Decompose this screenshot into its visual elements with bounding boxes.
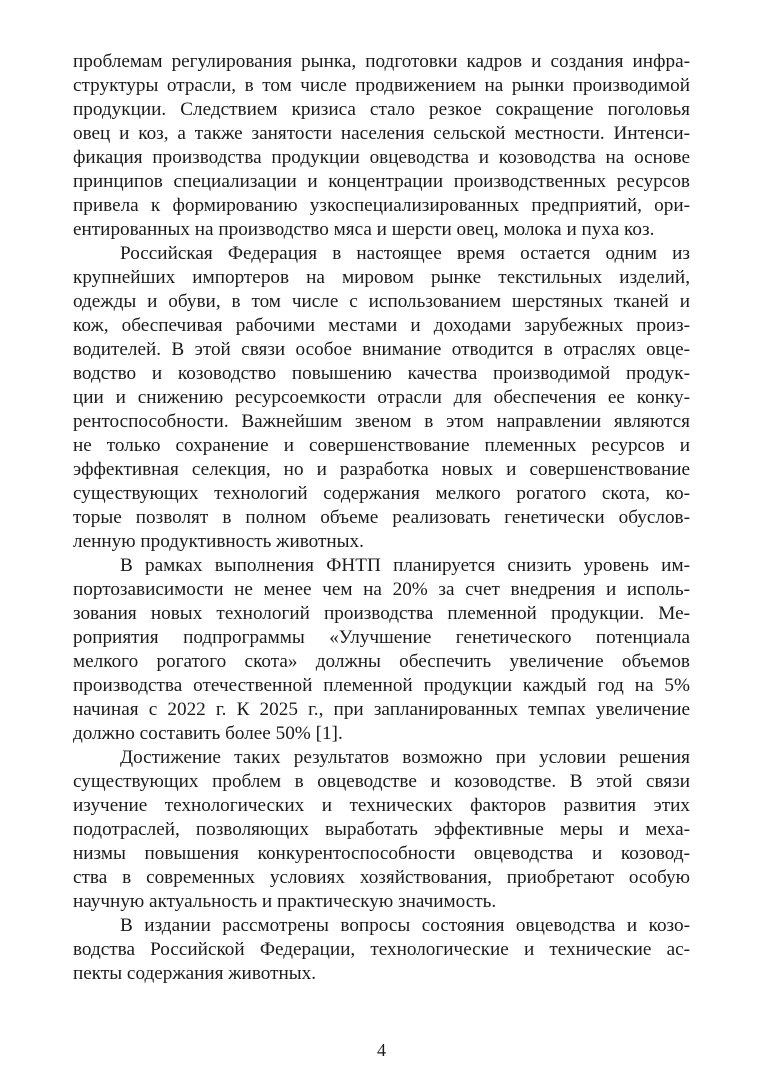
text-line: принципов специализации и концентрации производственных ресурсов: [73, 171, 690, 192]
text-line: фикация производства продукции овцеводства и козоводства на основе: [73, 147, 690, 168]
text-line: водства Российской Федерации, технологические и технические ас-: [73, 939, 690, 960]
text-line: водство и козоводство повышению качества производимой продук-: [73, 363, 690, 384]
paragraph: [73, 914, 690, 986]
text-line: овец и коз, а также занятости населения сельской местности. Интенси-: [73, 123, 690, 144]
text-line: В издании рассмотрены вопросы состояния овцеводства и козо-: [120, 915, 690, 936]
text-line: проблемам регулирования рынка, подготовки кадров и создания инфра-: [73, 51, 690, 72]
paragraph: [73, 50, 690, 242]
text-line: ства в современных условиях хозяйствования, приобретают особую: [73, 867, 690, 888]
text-line: мелкого рогатого скота» должны обеспечить увеличение объемов: [73, 651, 690, 672]
text-line: водителей. В этой связи особое внимание отводится в отраслях овце-: [73, 339, 690, 360]
text-line: роприятия подпрограммы «Улучшение генетического потенциала: [73, 627, 690, 648]
text-line: одежды и обуви, в том числе с использованием шерстяных тканей и: [73, 291, 690, 312]
text-line: кож, обеспечивая рабочими местами и доходами зарубежных произ-: [73, 315, 690, 336]
text-line: должно составить более 50% [1].: [73, 723, 343, 744]
text-line: не только сохранение и совершенствование племенных ресурсов и: [73, 435, 690, 456]
text-line: Достижение таких результатов возможно при условии решения: [120, 747, 690, 768]
text-line: рентоспособности. Важнейшим звеном в этом направлении являются: [73, 411, 690, 432]
text-line: существующих технологий содержания мелкого рогатого скота, ко-: [73, 483, 690, 504]
text-line: ентированных на производство мяса и шерсти овец, молока и пуха коз.: [73, 219, 655, 240]
text-body: [73, 50, 690, 986]
text-line: привела к формированию узкоспециализированных предприятий, ори-: [73, 195, 690, 216]
paragraph: [73, 554, 690, 746]
text-line: производства отечественной племенной продукции каждый год на 5%: [73, 675, 690, 696]
text-line: торые позволят в полном объеме реализовать генетически обуслов-: [73, 507, 690, 528]
paragraph: [73, 242, 690, 554]
text-line: структуры отрасли, в том числе продвижением на рынки производимой: [73, 75, 690, 96]
paragraph: [73, 746, 690, 914]
text-line: продукции. Следствием кризиса стало резкое сокращение поголовья: [73, 99, 690, 120]
text-line: подотраслей, позволяющих выработать эффективные меры и меха-: [73, 819, 690, 840]
text-line: ции и снижению ресурсоемкости отрасли для обеспечения ее конку-: [73, 387, 690, 408]
text-line: изучение технологических и технических факторов развития этих: [73, 795, 690, 816]
page-number: 4: [377, 1040, 386, 1060]
text-line: научную актуальность и практическую значимость.: [73, 891, 497, 912]
text-line: В рамках выполнения ФНТП планируется снизить уровень им-: [120, 555, 690, 576]
text-line: эффективная селекция, но и разработка новых и совершенствование: [73, 459, 690, 480]
text-line: зования новых технологий производства племенной продукции. Ме-: [73, 603, 690, 624]
text-line: портозависимости не менее чем на 20% за счет внедрения и исполь-: [73, 579, 690, 600]
text-line: существующих проблем в овцеводстве и козоводстве. В этой связи: [73, 771, 690, 792]
text-line: пекты содержания животных.: [73, 963, 317, 984]
text-line: ленную продуктивность животных.: [73, 531, 364, 552]
text-line: крупнейших импортеров на мировом рынке текстильных изделий,: [73, 267, 690, 288]
page-body: [73, 50, 690, 986]
text-line: Российская Федерация в настоящее время остается одним из: [120, 243, 690, 264]
text-line: низмы повышения конкурентоспособности овцеводства и козовод-: [73, 843, 690, 864]
text-line: начиная с 2022 г. К 2025 г., при запланированных темпах увеличение: [73, 699, 690, 720]
